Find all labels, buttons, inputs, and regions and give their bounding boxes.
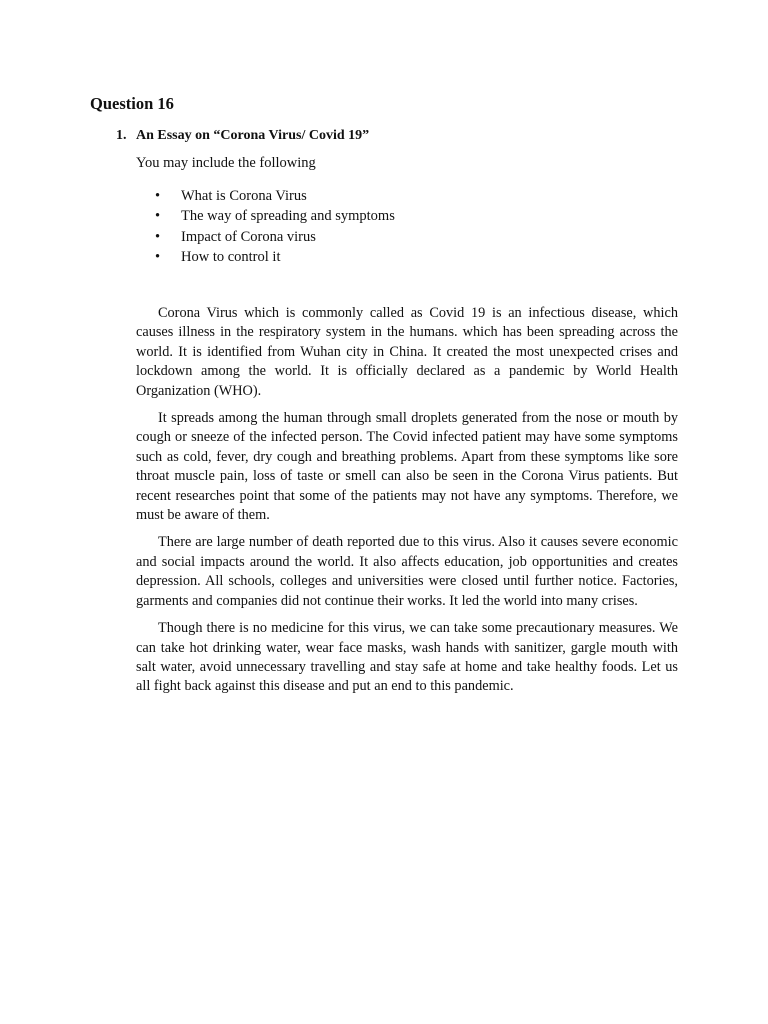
list-item-text: The way of spreading and symptoms	[181, 208, 395, 225]
list-item	[155, 206, 395, 226]
list-item-text: What is Corona Virus	[181, 188, 307, 204]
task-title: An Essay on “Corona Virus/ Covid 19”	[136, 128, 370, 143]
bullet-icon: •	[155, 248, 161, 265]
essay-paragraph: It spreads among the human through small droplets generated from the nose or mouth by cough or sneeze of the infected person. The Covid infected patient may have some symptoms such as cold, fever, dry cough and breathing problems. Apart from these symptoms like sore throat muscle pain, loss of taste or smell can also be seen in the Corona Virus patients. But recent researches point that some of the patients may not have any symptoms. Therefore, we must be aware of them.	[136, 410, 678, 524]
essay-body	[136, 304, 678, 705]
bullet-icon: •	[155, 228, 161, 245]
essay-paragraph: Corona Virus which is commonly called as Covid 19 is an infectious disease, which causes illness in the respiratory system in the humans. which has been spreading across the world. It is identified from Wuhan city in China. It created the most unexpected crises and lockdown among the world. It is officially declared as a pandemic by World Health Organization (WHO).	[136, 305, 678, 399]
list-item-text: How to control it	[181, 248, 281, 265]
topic-list	[155, 186, 395, 267]
list-item	[155, 186, 395, 206]
question-title: Question 16	[90, 94, 174, 113]
list-item-text: Impact of Corona virus	[181, 228, 316, 245]
essay-paragraph: Though there is no medicine for this virus, we can take some precautionary measures. We can take hot drinking water, wear face masks, wash hands with sanitizer, gargle mouth with salt water, avoid unnecessary travelling and stay safe at home and take healthy foods. Let us all fight back against this disease and put an end to this pandemic.	[136, 620, 678, 695]
essay-paragraph: There are large number of death reported due to this virus. Also it causes severe economic and social impacts around the world. It also affects education, job opportunities and creates depression. All schools, colleges and universities were closed until further notice. Factories, garments and companies did not continue their works. It led the world into many crises.	[136, 534, 678, 609]
list-item	[155, 247, 395, 267]
task-heading	[116, 128, 369, 144]
bullet-icon: •	[155, 188, 161, 204]
bullet-icon: •	[155, 208, 161, 225]
intro-text: You may include the following	[136, 155, 316, 171]
list-item	[155, 227, 395, 247]
task-number: 1.	[116, 128, 127, 143]
